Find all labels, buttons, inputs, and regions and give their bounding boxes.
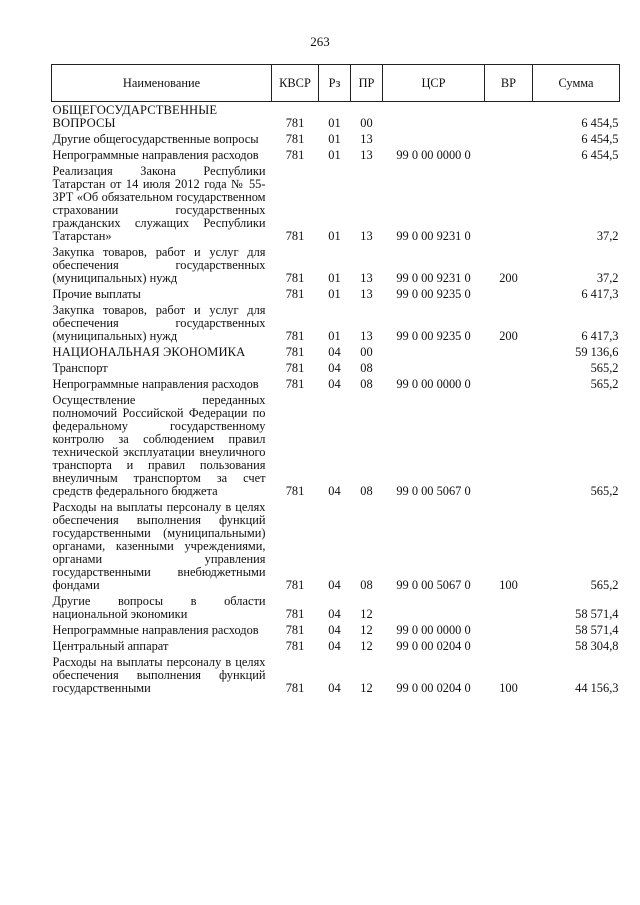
row-name: Осуществление переданных полномочий Российской Федерации по федеральному государственному контролю за соблюдением правил технической эксплуатации внеуличного транспорта и правил пользования внеуличным транспортом за счет средств федерального бюджета	[52, 392, 266, 498]
row-rz: 04	[328, 483, 341, 498]
row-sum: 58 571,4	[575, 622, 619, 637]
row-kvsr: 781	[285, 680, 305, 695]
row-sum: 6 454,5	[581, 147, 619, 162]
budget-table	[51, 64, 620, 696]
row-csr: 99 0 00 0204 0	[396, 638, 471, 653]
row-pr: 12	[360, 622, 373, 637]
table-row	[52, 654, 620, 696]
row-pr: 08	[360, 577, 373, 592]
row-vr	[485, 131, 533, 147]
row-sum: 6 454,5	[581, 131, 619, 146]
row-kvsr: 781	[272, 102, 319, 132]
row-sum: 58 304,8	[575, 638, 619, 653]
row-csr: 99 0 00 9231 0	[396, 270, 471, 285]
row-name: Непрограммные направления расходов	[52, 376, 259, 391]
row-kvsr: 781	[285, 228, 305, 243]
row-kvsr: 781	[285, 147, 305, 162]
row-kvsr: 781	[285, 131, 305, 146]
table-row	[52, 638, 620, 654]
header-rz: Рз	[319, 65, 351, 102]
header-pr: ПР	[351, 65, 383, 102]
row-pr: 08	[360, 360, 373, 375]
row-vr: 200	[499, 328, 518, 343]
table-row	[52, 622, 620, 638]
header-csr: ЦСР	[383, 65, 485, 102]
row-rz: 04	[328, 376, 341, 391]
row-pr: 13	[360, 131, 373, 146]
row-vr: 200	[499, 270, 518, 285]
table-row	[52, 244, 620, 286]
row-pr: 08	[360, 483, 373, 498]
row-sum: 565,2	[590, 483, 619, 498]
row-rz: 01	[328, 228, 341, 243]
table-row	[52, 147, 620, 163]
row-vr	[485, 622, 533, 638]
row-csr	[383, 131, 485, 147]
row-csr: 99 0 00 5067 0	[396, 483, 471, 498]
row-sum: 58 571,4	[575, 606, 619, 621]
row-csr: 99 0 00 0000 0	[396, 622, 471, 637]
header-vr: ВР	[485, 65, 533, 102]
table-row	[52, 376, 620, 392]
row-kvsr: 781	[285, 286, 305, 301]
row-name: Транспорт	[52, 360, 108, 375]
row-kvsr: 781	[285, 483, 305, 498]
row-sum: 6 417,3	[581, 328, 619, 343]
row-kvsr: 781	[285, 606, 305, 621]
row-csr: 99 0 00 9235 0	[396, 286, 471, 301]
row-name: Непрограммные направления расходов	[52, 147, 259, 162]
row-pr: 13	[360, 228, 373, 243]
row-vr	[485, 593, 533, 622]
row-name: Другие вопросы в области национальной экономики	[52, 593, 266, 621]
row-kvsr: 781	[285, 577, 305, 592]
row-vr: 100	[499, 680, 518, 695]
row-rz: 01	[319, 102, 351, 132]
row-vr	[485, 344, 533, 360]
row-vr	[485, 286, 533, 302]
row-name: Закупка товаров, работ и услуг для обеспечения государственных (муниципальных) нужд	[52, 302, 266, 343]
row-rz: 04	[328, 606, 341, 621]
row-rz: 04	[328, 680, 341, 695]
row-csr: 99 0 00 0204 0	[396, 680, 471, 695]
table-row	[52, 286, 620, 302]
row-rz: 04	[328, 344, 341, 359]
row-rz: 01	[328, 131, 341, 146]
row-name: Другие общегосударственные вопросы	[52, 131, 259, 146]
row-csr: 99 0 00 5067 0	[396, 577, 471, 592]
row-pr: 12	[360, 606, 373, 621]
row-sum: 565,2	[590, 360, 619, 375]
row-csr: 99 0 00 0000 0	[396, 376, 471, 391]
table-row	[52, 302, 620, 344]
row-pr: 00	[360, 344, 373, 359]
row-kvsr: 781	[285, 360, 305, 375]
table-row	[52, 102, 620, 132]
table-header-row	[52, 65, 620, 102]
row-sum: 6 454,5	[533, 102, 620, 132]
row-sum: 44 156,3	[575, 680, 619, 695]
row-vr	[485, 638, 533, 654]
table-row	[52, 392, 620, 499]
row-name: ОБЩЕГОСУДАРСТВЕННЫЕ ВОПРОСЫ	[52, 102, 272, 132]
row-sum: 565,2	[590, 376, 619, 391]
row-rz: 01	[328, 286, 341, 301]
row-name: Реализация Закона Республики Татарстан от 14 июля 2012 года № 55-ЗРТ «Об обязательном государственном страховании государственных гражданских служащих Республики Татарстан»	[52, 163, 266, 243]
header-kvsr: КВСР	[272, 65, 319, 102]
row-pr: 13	[360, 270, 373, 285]
row-name: Прочие выплаты	[52, 286, 141, 301]
row-pr: 12	[360, 680, 373, 695]
row-sum: 37,2	[596, 270, 619, 285]
row-kvsr: 781	[285, 622, 305, 637]
row-csr	[383, 344, 485, 360]
row-vr: 100	[499, 577, 518, 592]
row-pr: 00	[351, 102, 383, 132]
row-rz: 01	[328, 147, 341, 162]
table-row	[52, 344, 620, 360]
row-rz: 04	[328, 360, 341, 375]
row-rz: 04	[328, 622, 341, 637]
row-vr	[485, 392, 533, 499]
row-pr: 13	[360, 286, 373, 301]
row-name: Расходы на выплаты персоналу в целях обеспечения выполнения функций государственными (муниципальными) органами, казенными учреждениями, органами управления государственными внебюджетными фондами	[52, 499, 266, 592]
row-name: Закупка товаров, работ и услуг для обеспечения государственных (муниципальных) нужд	[52, 244, 266, 285]
row-kvsr: 781	[285, 270, 305, 285]
row-name: НАЦИОНАЛЬНАЯ ЭКОНОМИКА	[52, 344, 246, 359]
row-pr: 13	[360, 147, 373, 162]
row-pr: 08	[360, 376, 373, 391]
row-csr: 99 0 00 9231 0	[396, 228, 471, 243]
row-vr	[485, 163, 533, 244]
row-csr	[383, 360, 485, 376]
table-row	[52, 131, 620, 147]
row-rz: 04	[328, 638, 341, 653]
row-csr	[383, 593, 485, 622]
table-row	[52, 499, 620, 593]
row-csr: 99 0 00 0000 0	[396, 147, 471, 162]
row-vr	[485, 376, 533, 392]
row-vr	[485, 102, 533, 132]
row-rz: 04	[328, 577, 341, 592]
row-pr: 12	[360, 638, 373, 653]
row-rz: 01	[328, 328, 341, 343]
table-body	[52, 102, 620, 697]
row-sum: 37,2	[596, 228, 619, 243]
row-vr	[485, 360, 533, 376]
header-name: Наименование	[52, 65, 272, 102]
header-sum: Сумма	[533, 65, 620, 102]
table-row	[52, 593, 620, 622]
row-kvsr: 781	[285, 638, 305, 653]
table-row	[52, 163, 620, 244]
row-sum: 6 417,3	[581, 286, 619, 301]
row-name: Непрограммные направления расходов	[52, 622, 259, 637]
row-kvsr: 781	[285, 328, 305, 343]
row-sum: 565,2	[590, 577, 619, 592]
row-sum: 59 136,6	[575, 344, 619, 359]
page-number: 263	[310, 34, 330, 49]
row-vr	[485, 147, 533, 163]
row-csr: 99 0 00 9235 0	[396, 328, 471, 343]
row-rz: 01	[328, 270, 341, 285]
row-csr	[383, 102, 485, 132]
row-pr: 13	[360, 328, 373, 343]
row-kvsr: 781	[285, 344, 305, 359]
row-name: Расходы на выплаты персоналу в целях обеспечения выполнения функций государственными	[52, 654, 266, 695]
row-kvsr: 781	[285, 376, 305, 391]
row-name: Центральный аппарат	[52, 638, 169, 653]
table-row	[52, 360, 620, 376]
